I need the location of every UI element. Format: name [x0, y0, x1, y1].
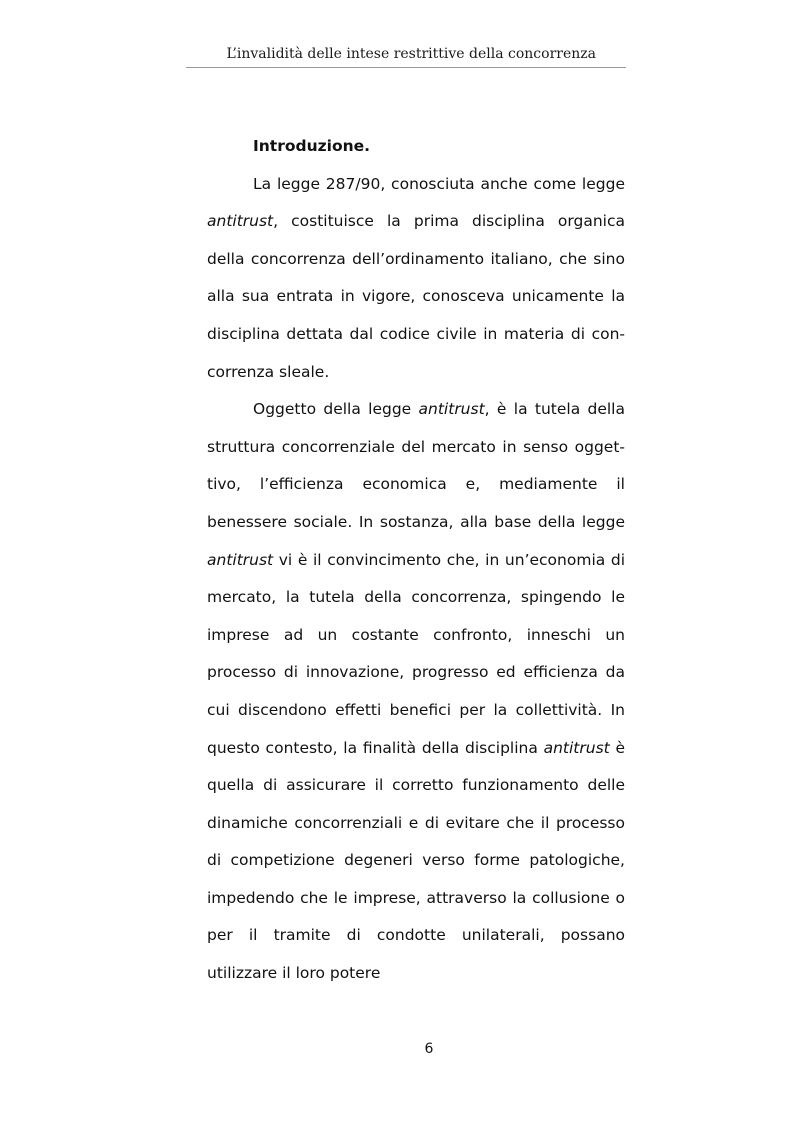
paragraph-1-italic-1: antitrust: [207, 212, 274, 231]
paragraph-2: [207, 391, 625, 993]
paragraph-2-text-a: Oggetto della legge: [253, 400, 419, 419]
paragraph-1-text-b: , costituisce la prima disciplina organica della concorrenza dell’ordinamento italiano, che sino alla sua entrata in vigore, conosceva unicamente la disciplina dettata dal codice civile in materia di concorrenza sleale.: [207, 212, 625, 381]
page-body: [207, 128, 625, 993]
paragraph-2-italic-3: antitrust: [543, 738, 610, 757]
running-header: [186, 46, 626, 62]
paragraph-1-text-a: La legge 287/90, conosciuta anche come legge: [253, 174, 625, 193]
paragraph-1: [207, 166, 625, 392]
paragraph-2-text-c: vi è il convincimento che, in un’economia di mercato, la tutela della concorrenza, spingendo le imprese ad un costante confronto, inneschi un processo di innovazione, progresso ed efficienza da cui discendono effetti benefici per la collettività. In questo contesto, la finalità della disciplina: [207, 550, 625, 757]
header-rule: [186, 67, 626, 68]
paragraph-2-italic-1: antitrust: [418, 400, 485, 419]
paragraph-2-text-d: è quella di assicurare il corretto funzionamento delle dinamiche concorrenziali e di evitare che il processo di competizione degeneri verso forme patologiche, impedendo che le imprese, attraverso la collusione o per il tramite di condotte unilaterali, possano utilizzare il loro potere: [207, 738, 625, 983]
page-number: 6: [424, 1041, 434, 1057]
paragraph-2-text-b: , è la tutela della struttura concorrenziale del mercato in senso oggettivo, l’efficienza economica e, mediamente il benessere sociale. In sostanza, alla base della legge: [207, 400, 625, 531]
paragraph-2-italic-2: antitrust: [207, 550, 274, 569]
section-heading: Introduzione.: [253, 137, 371, 155]
running-header-title: L’invalidità delle intese restrittive della concorrenza: [226, 46, 596, 62]
